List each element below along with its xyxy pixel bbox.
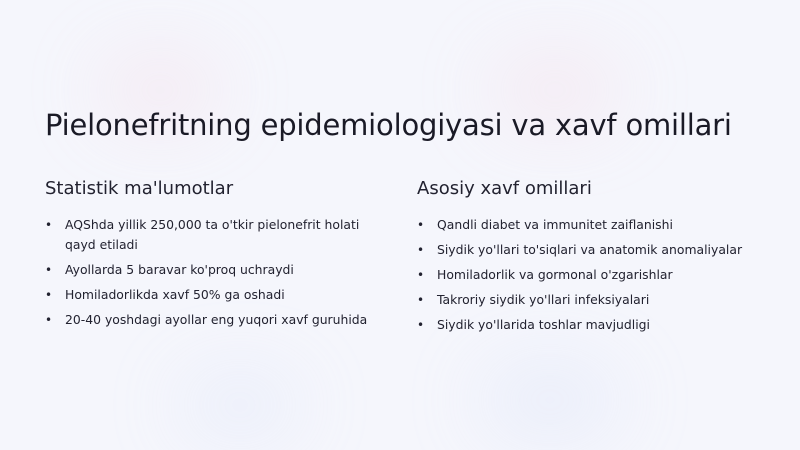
list-item	[45, 260, 390, 280]
list-item	[417, 240, 767, 260]
list-item-text: Siydik yo'llari to'siqlari va anatomik anomaliyalar	[437, 242, 743, 257]
list-item	[417, 315, 767, 335]
bullet-icon: •	[417, 243, 425, 257]
list-item-text: Homiladorlikda xavf 50% ga oshadi	[65, 287, 285, 302]
list-item	[417, 215, 767, 235]
bullet-icon: •	[45, 263, 53, 277]
list-item-text: Qandli diabet va immunitet zaiflanishi	[437, 217, 673, 232]
list-item	[45, 215, 390, 255]
list-item	[45, 285, 390, 305]
list-item	[45, 310, 390, 330]
list-item-text: 20-40 yoshdagi ayollar eng yuqori xavf guruhida	[65, 312, 368, 327]
bullet-icon: •	[45, 288, 53, 302]
list-item-text: Ayollarda 5 baravar ko'proq uchraydi	[65, 262, 294, 277]
statistics-heading: Statistik ma'lumotlar	[45, 178, 234, 199]
list-item-text: Homiladorlik va gormonal o'zgarishlar	[437, 267, 673, 282]
statistics-list	[45, 215, 390, 330]
bullet-icon: •	[45, 218, 53, 232]
bullet-icon: •	[417, 218, 425, 232]
risk-factors-column	[417, 178, 767, 340]
bullet-icon: •	[417, 293, 425, 307]
slide-title: Pielonefritning epidemiologiyasi va xavf omillari	[45, 108, 732, 142]
list-item	[417, 290, 767, 310]
risk-factors-list	[417, 215, 767, 335]
statistics-column	[45, 178, 390, 335]
list-item	[417, 265, 767, 285]
bullet-icon: •	[417, 318, 425, 332]
bullet-icon: •	[417, 268, 425, 282]
risk-factors-heading: Asosiy xavf omillari	[417, 178, 592, 199]
list-item-text: Siydik yo'llarida toshlar mavjudligi	[437, 317, 650, 332]
list-item-text: Takroriy siydik yo'llari infeksiyalari	[437, 292, 650, 307]
bullet-icon: •	[45, 313, 53, 327]
list-item-text: AQShda yillik 250,000 ta o'tkir pielonefrit holati qayd etiladi	[65, 217, 360, 252]
